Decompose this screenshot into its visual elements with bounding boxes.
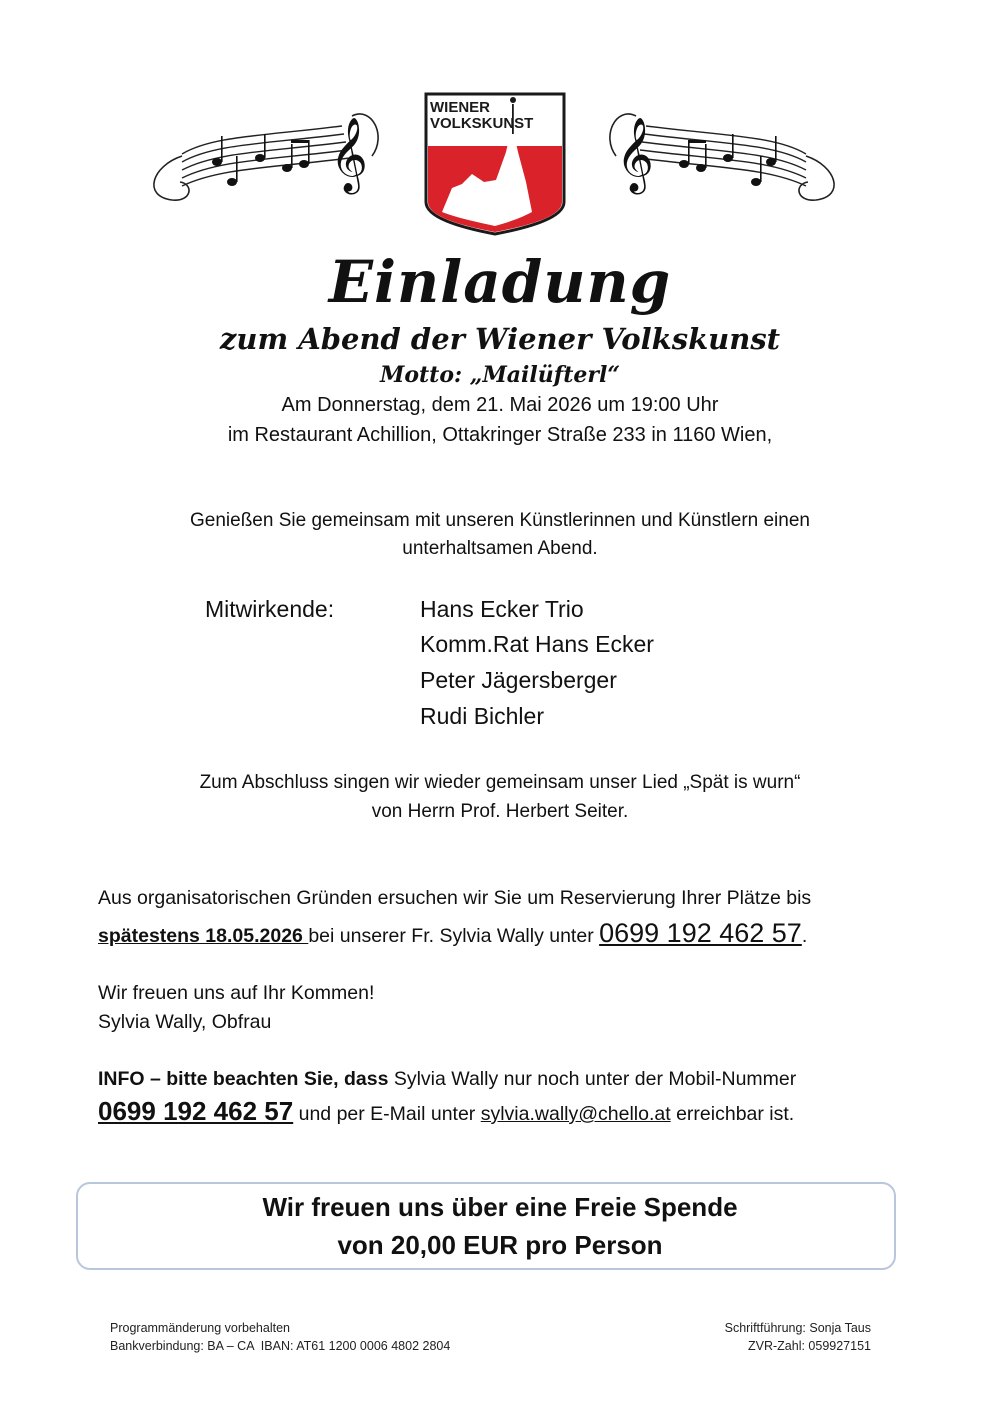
performers-label: Mitwirkende:: [205, 596, 335, 622]
performer-name: Hans Ecker Trio: [420, 596, 584, 622]
footer-secretary: Schriftführung: Sonja Taus: [724, 1321, 871, 1335]
intro-text-line2: unterhaltsamen Abend.: [402, 538, 598, 559]
footer-bank-details: Bankverbindung: BA – CA IBAN: AT61 1200 0006 4802 2804: [110, 1339, 451, 1353]
closing-text-line1: Zum Abschluss singen wir wieder gemeinsam unser Lied „Spät is wurn“: [199, 772, 801, 793]
info-text-line2: [98, 1096, 794, 1127]
info-email-link[interactable]: sylvia.wally@chello.at: [480, 1103, 671, 1125]
invitation-subtitle: zum Abend der Wiener Volkskunst: [219, 322, 781, 356]
footer-disclaimer: Programmänderung vorbehalten: [110, 1321, 290, 1335]
reservation-text-line2: [98, 918, 807, 949]
svg-text:𝄞: 𝄞: [616, 118, 654, 192]
info-text-line1: [98, 1068, 796, 1091]
info-text-rest: Sylvia Wally nur noch unter der Mobil-Nummer: [388, 1068, 797, 1090]
info-end-text: erreichbar ist.: [670, 1103, 795, 1125]
info-phone-link[interactable]: 0699 192 462 57: [98, 1096, 294, 1126]
reservation-phone-link[interactable]: 0699 192 462 57: [599, 918, 802, 948]
wiener-volkskunst-logo: [422, 92, 568, 236]
event-motto: Motto: „Mailüfterl“: [379, 362, 620, 388]
intro-text-line1: Genießen Sie gemeinsam mit unseren Künstlerinnen und Künstlern einen: [190, 510, 810, 531]
logo-text-line2: VOLKSKUNST: [430, 115, 534, 132]
donation-text-line1: Wir freuen uns über eine Freie Spende: [262, 1192, 738, 1222]
reservation-end: .: [801, 925, 808, 947]
music-notes-decoration-left: [142, 96, 392, 216]
closing-text-line2: von Herrn Prof. Herbert Seiter.: [371, 801, 629, 822]
svg-text:𝄞: 𝄞: [330, 118, 368, 192]
reservation-contact-text: bei unserer Fr. Sylvia Wally unter: [308, 925, 600, 947]
signature-text: Sylvia Wally, Obfrau: [98, 1011, 272, 1033]
reservation-text-line1: Aus organisatorischen Gründen ersuchen wir Sie um Reservierung Ihrer Plätze bis: [98, 887, 812, 909]
info-middle-text: und per E-Mail unter: [293, 1103, 481, 1125]
performer-name: Rudi Bichler: [420, 703, 544, 729]
performer-name: Peter Jägersberger: [420, 667, 617, 693]
music-notes-decoration-right: [596, 96, 846, 216]
performer-name: Komm.Rat Hans Ecker: [420, 631, 654, 657]
welcome-text: Wir freuen uns auf Ihr Kommen!: [98, 982, 375, 1004]
donation-text-line2: von 20,00 EUR pro Person: [337, 1230, 663, 1260]
reservation-deadline: spätestens 18.05.2026: [98, 925, 309, 947]
invitation-title: Einladung: [328, 248, 672, 316]
info-bold-prefix: INFO – bitte beachten Sie, dass: [98, 1068, 389, 1090]
event-venue: im Restaurant Achillion, Ottakringer Straße 233 in 1160 Wien,: [227, 424, 773, 446]
footer-zvr-number: ZVR-Zahl: 059927151: [748, 1339, 871, 1353]
event-date: Am Donnerstag, dem 21. Mai 2026 um 19:00 Uhr: [281, 394, 719, 416]
logo-text-line1: WIENER: [430, 99, 490, 116]
